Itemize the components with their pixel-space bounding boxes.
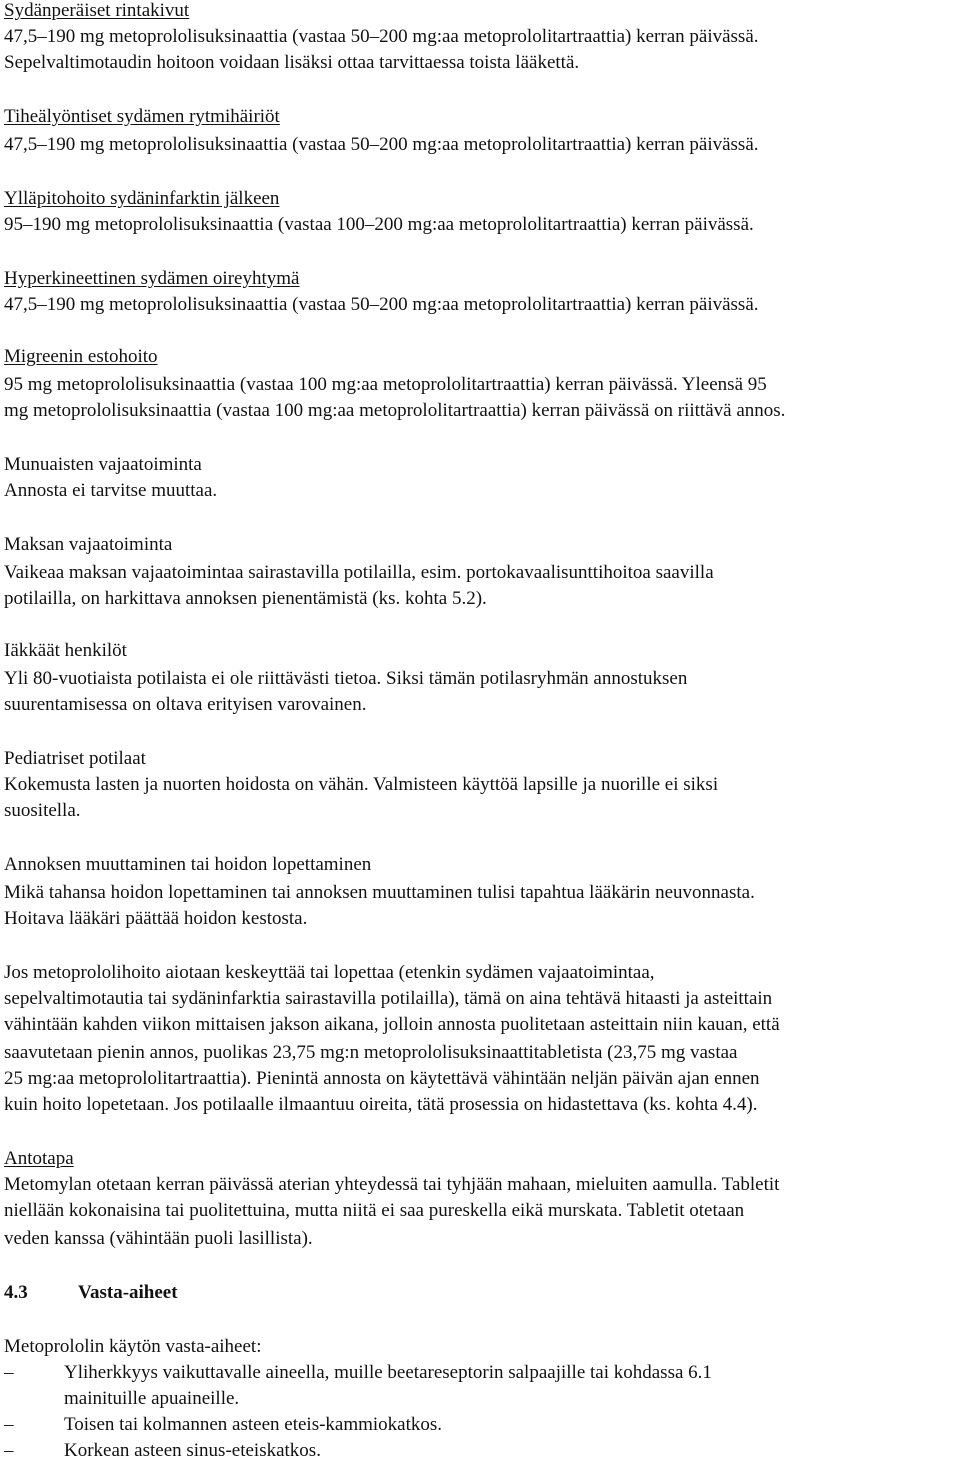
- text-line: 95 mg metoprololisuksinaattia (vastaa 100 mg:aa metoprololitartraattia) kerran päivässä. Yleensä 95: [4, 374, 767, 395]
- text-line: Sepelvaltimotaudin hoitoon voidaan lisäksi ottaa tarvittaessa toista lääkettä.: [4, 52, 580, 73]
- text-line: saavutetaan pienin annos, puolikas 23,75 mg:n metoprololisuksinaattitabletista (23,75 mg vastaa: [4, 1042, 738, 1063]
- list-item: [4, 1438, 321, 1464]
- text-line: 47,5–190 mg metoprololisuksinaattia (vastaa 50–200 mg:aa metoprololitartraattia) kerran päivässä.: [4, 294, 759, 315]
- dash-bullet: –: [4, 1414, 14, 1435]
- heading-rytmihairiot: Tiheälyöntiset sydämen rytmihäiriöt: [4, 106, 280, 127]
- text-line: Yli 80-vuotiaista potilaista ei ole riittävästi tietoa. Siksi tämän potilasryhmän annostuksen: [4, 668, 688, 689]
- text-line: Kokemusta lasten ja nuorten hoidosta on vähän. Valmisteen käyttöä lapsille ja nuorille ei siksi: [4, 774, 719, 795]
- text-line: suositella.: [4, 800, 81, 821]
- list-item: [4, 1360, 712, 1386]
- text-line: Hoitava lääkäri päättää hoidon kestosta.: [4, 908, 308, 929]
- text-line: Mikä tahansa hoidon lopettaminen tai annoksen muuttaminen tulisi tapahtua lääkärin neuvonnasta.: [4, 882, 755, 903]
- heading-rintakivut: Sydänperäiset rintakivut: [4, 0, 190, 21]
- text-line: mg metoprololisuksinaattia (vastaa 100 mg:aa metoprololitartraattia) kerran päivässä on riittävä annos.: [4, 400, 786, 421]
- heading-migreeni: Migreenin estohoito: [4, 346, 158, 367]
- heading-antotapa: Antotapa: [4, 1148, 74, 1169]
- text-line: veden kanssa (vähintään puoli lasillista).: [4, 1228, 313, 1249]
- text-line: 47,5–190 mg metoprololisuksinaattia (vastaa 50–200 mg:aa metoprololitartraattia) kerran päivässä.: [4, 134, 759, 155]
- list-item: [4, 1412, 442, 1438]
- text-line: 25 mg:aa metoprololitartraattia). Pienintä annosta on käytettävä vähintään neljän päivän ajan ennen: [4, 1068, 760, 1089]
- heading-annoksen-muuttaminen: Annoksen muuttaminen tai hoidon lopettaminen: [4, 854, 372, 875]
- heading-yllapitohoito: Ylläpitohoito sydäninfarktin jälkeen: [4, 188, 280, 209]
- dash-bullet: –: [4, 1362, 14, 1383]
- text-line: 47,5–190 mg metoprololisuksinaattia (vastaa 50–200 mg:aa metoprololitartraattia) kerran päivässä.: [4, 26, 759, 47]
- heading-munuaiset: Munuaisten vajaatoiminta: [4, 454, 202, 475]
- text-line: Metoprololin käytön vasta-aiheet:: [4, 1336, 262, 1357]
- text-line: Metomylan otetaan kerran päivässä aterian yhteydessä tai tyhjään mahaan, mieluiten aamulla. Tabletit: [4, 1174, 780, 1195]
- text-line: kuin hoito lopetetaan. Jos potilaalle ilmaantuu oireita, tätä prosessia on hidastettava (ks. kohta 4.4).: [4, 1094, 758, 1115]
- section-number: 4.3: [4, 1282, 28, 1303]
- dash-bullet: –: [4, 1440, 14, 1461]
- text-line: potilailla, on harkittava annoksen pienentämistä (ks. kohta 5.2).: [4, 588, 487, 609]
- heading-hyperkineettinen: Hyperkineettinen sydämen oireyhtymä: [4, 268, 300, 289]
- text-line: niellään kokonaisina tai puolitettuina, mutta niitä ei saa pureskella eikä murskata. Tabletit otetaan: [4, 1200, 745, 1221]
- text-line: Vaikeaa maksan vajaatoimintaa sairastavilla potilailla, esim. portokavaalisunttihoitoa saavilla: [4, 562, 714, 583]
- heading-iakkaat: Iäkkäät henkilöt: [4, 640, 127, 661]
- list-item-text: Toisen tai kolmannen asteen eteis-kammiokatkos.: [64, 1414, 443, 1435]
- section-title: Vasta-aiheet: [78, 1282, 178, 1303]
- text-line: vähintään kahden viikon mittaisen jakson aikana, jolloin annosta puolitetaan asteittain niin kauan, että: [4, 1014, 780, 1035]
- text-line: 95–190 mg metoprololisuksinaattia (vastaa 100–200 mg:aa metoprololitartraattia) kerran päivässä.: [4, 214, 754, 235]
- list-item-text: Yliherkkyys vaikuttavalle aineella, muille beetareseptorin salpaajille tai kohdassa 6.1: [64, 1362, 712, 1383]
- heading-pediatriset: Pediatriset potilaat: [4, 748, 146, 769]
- text-line: suurentamisessa on oltava erityisen varovainen.: [4, 694, 367, 715]
- list-item-continuation: mainituille apuaineille.: [64, 1388, 240, 1409]
- list-item-text: Korkean asteen sinus-eteiskatkos.: [64, 1440, 321, 1461]
- text-line: sepelvaltimotautia tai sydäninfarktia sairastavilla potilailla), tämä on aina tehtävä hitaasti ja asteittain: [4, 988, 773, 1009]
- section-heading-4-3: [4, 1280, 178, 1306]
- heading-maksa: Maksan vajaatoiminta: [4, 534, 173, 555]
- text-line: Jos metoprololihoito aiotaan keskeyttää tai lopettaa (etenkin sydämen vajaatoimintaa,: [4, 962, 655, 983]
- text-line: Annosta ei tarvitse muuttaa.: [4, 480, 218, 501]
